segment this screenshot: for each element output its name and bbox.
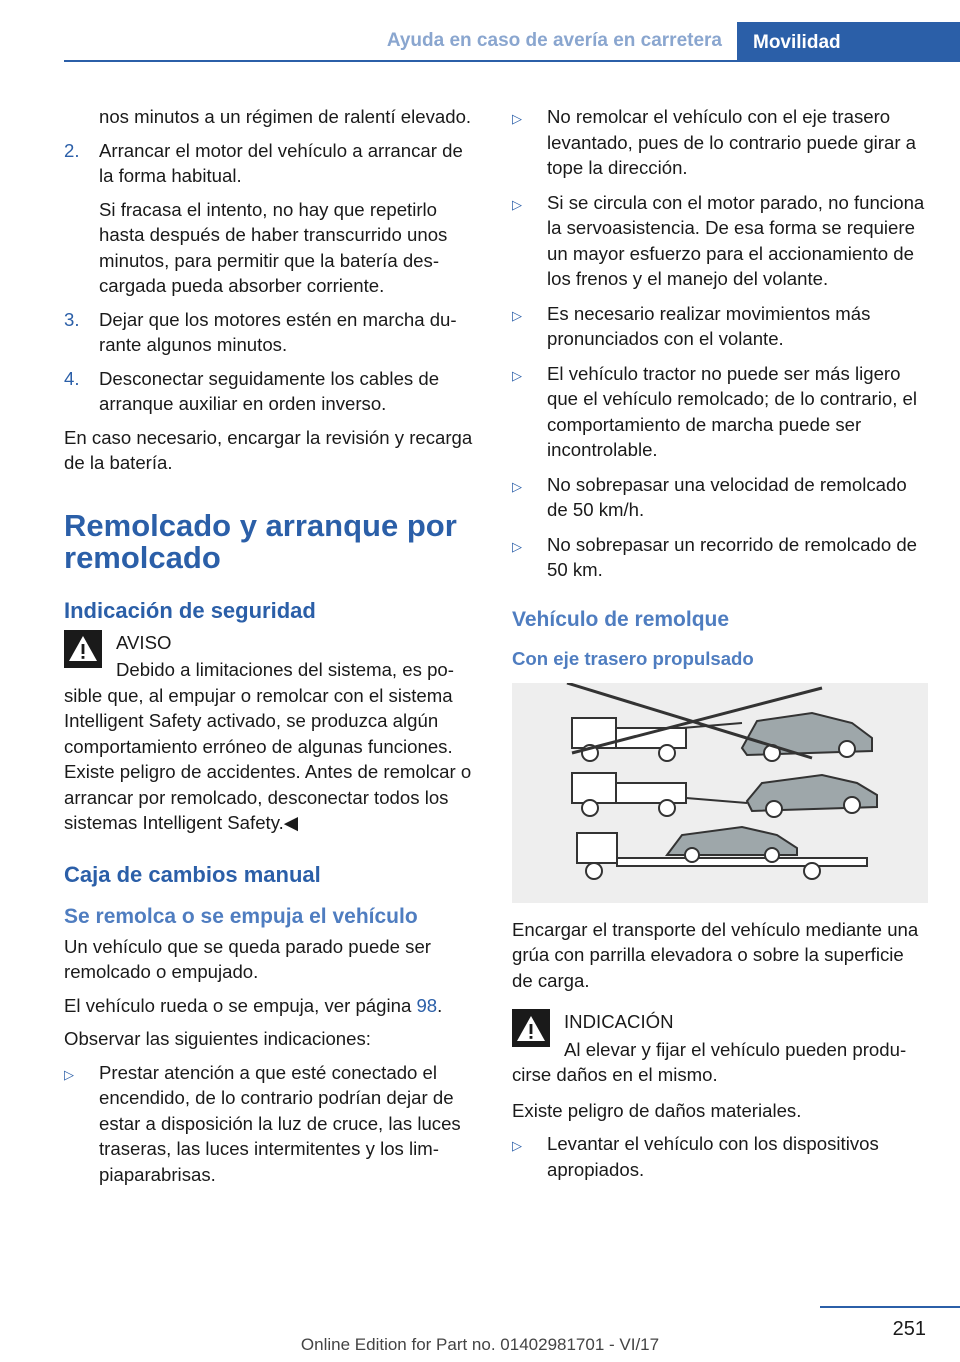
step-text: Desconectar seguidamente los cables de arranque auxiliar en orden inverso.: [99, 367, 440, 414]
section-heading: Remolcado y arranque por remolcado: [64, 507, 457, 575]
paragraph: Un vehículo que se queda parado puede ser remolcado o empujado.: [64, 935, 431, 982]
bullet-item: [512, 361, 928, 463]
minor-heading: Con eje trasero propulsado: [512, 647, 754, 669]
bullet-marker-icon: ▷: [512, 1138, 522, 1153]
warning-triangle-icon: [64, 630, 102, 668]
step-number: 4.: [64, 367, 80, 389]
header-rule: [64, 60, 960, 62]
bullet-text: Si se circula con el motor parado, no funciona la servoasistencia. De esa forma se requiere un mayor esfuerzo para el accionamiento de los frenos y el manejo del volante.: [547, 191, 925, 289]
subsection-heading: Indicación de seguridad: [64, 597, 316, 623]
step-number: 3.: [64, 308, 80, 330]
paragraph: Observar las siguientes indicaciones:: [64, 1028, 371, 1049]
notice-box: [512, 1009, 928, 1088]
warning-text: Debido a limitaciones del sistema, es posible que, al empujar o remolcar con el sistema Intelligent Safety activado, se produzca algún comportamiento erróneo de algunas funciones. Existe peligro de accidentes. Antes de remolcar o arrancar por remolcado, desconectar todos los sistemas Intelligent Safety.◀: [64, 659, 472, 833]
step-item: [64, 138, 480, 299]
left-column: [64, 104, 480, 1196]
notice-text: Al elevar y fijar el vehículo pueden producirse daños en el mismo.: [512, 1038, 907, 1085]
step-text: Dejar que los motores estén en marcha durante algunos minutos.: [99, 308, 457, 355]
bullet-item: [512, 1131, 928, 1182]
bullet-marker-icon: ▷: [512, 111, 522, 126]
step-text: Arrancar el motor del vehículo a arrancar de la forma habitual.: [99, 139, 463, 186]
bullet-item: [512, 301, 928, 352]
sub-subsection-heading: Se remolca o se empuja el vehículo: [64, 904, 418, 928]
step-item: [64, 307, 480, 358]
paragraph: Existe peligro de daños materiales.: [512, 1099, 802, 1121]
page-reference-link[interactable]: 98: [416, 994, 438, 1016]
bullet-marker-icon: ▷: [512, 367, 522, 383]
bullet-marker-icon: ▷: [512, 307, 522, 323]
bullet-text: No sobrepasar un recorrido de remolcado de 50 km.: [547, 533, 918, 580]
warning-title: AVISO: [116, 631, 172, 653]
bullet-marker-icon: ▷: [512, 196, 522, 212]
bullet-item: [512, 104, 928, 181]
notice-title: INDICACIÓN: [564, 1011, 674, 1032]
paragraph: Encargar el transporte del vehículo mediante una grúa con parrilla elevadora o sobre la superficie de carga.: [512, 918, 919, 991]
warning-triangle-icon: [512, 1009, 550, 1047]
bullet-marker-icon: ▷: [512, 538, 522, 554]
towing-illustration: [512, 683, 928, 903]
footer-rule: [820, 1306, 960, 1308]
step-item: [64, 366, 480, 417]
bullet-text: Prestar atención a que esté conectado el encendido, de lo contrario podrían dejar de estar a disposición la luz de cruce, las luces traseras, las luces intermitentes y los limpiaparabrisas.: [99, 1061, 461, 1185]
bullet-item: [512, 472, 928, 523]
bullet-text: Levantar el vehículo con los dispositivos apropiados.: [547, 1133, 879, 1180]
running-header-section: Ayuda en caso de avería en carretera: [386, 30, 722, 51]
warning-box: [64, 630, 480, 836]
continued-step-text: nos minutos a un régimen de ralentí elevado.: [99, 106, 472, 127]
bullet-item: [512, 190, 928, 292]
page-number: 251: [892, 1318, 926, 1340]
bullet-text: El vehículo tractor no puede ser más ligero que el vehículo remolcado; de lo contrario, el comportamiento de marcha puede ser incontrolable.: [547, 362, 918, 460]
paragraph: En caso necesario, encargar la revisión y recarga de la batería.: [64, 426, 473, 473]
bullet-item: [512, 532, 928, 583]
bullet-text: No sobrepasar una velocidad de remolcado de 50 km/h.: [547, 473, 907, 520]
paragraph-with-link: El vehículo rueda o se empuja, ver página 98.: [64, 994, 443, 1016]
right-column: [512, 104, 928, 1191]
running-header-tab: Movilidad: [737, 22, 960, 60]
bullet-text: No remolcar el vehículo con el eje trasero levantado, pues de lo contrario puede girar a tope la dirección.: [547, 106, 917, 178]
bullet-marker-icon: ▷: [512, 478, 522, 494]
step-text-extra: Si fracasa el intento, no hay que repetirlo hasta después de haber transcurrido unos minutos, para permitir que la batería descargada pueda absorber corriente.: [99, 198, 448, 296]
bullet-text: Es necesario realizar movimientos más pronunciados con el volante.: [547, 302, 871, 349]
bullet-item: [64, 1060, 480, 1188]
subsection-heading: Caja de cambios manual: [64, 861, 321, 887]
step-number: 2.: [64, 139, 80, 161]
sub-subsection-heading: Vehículo de remolque: [512, 607, 730, 631]
footer-edition: Online Edition for Part no. 01402981701 - VI/17: [300, 1335, 660, 1354]
bullet-marker-icon: ▷: [64, 1066, 74, 1082]
